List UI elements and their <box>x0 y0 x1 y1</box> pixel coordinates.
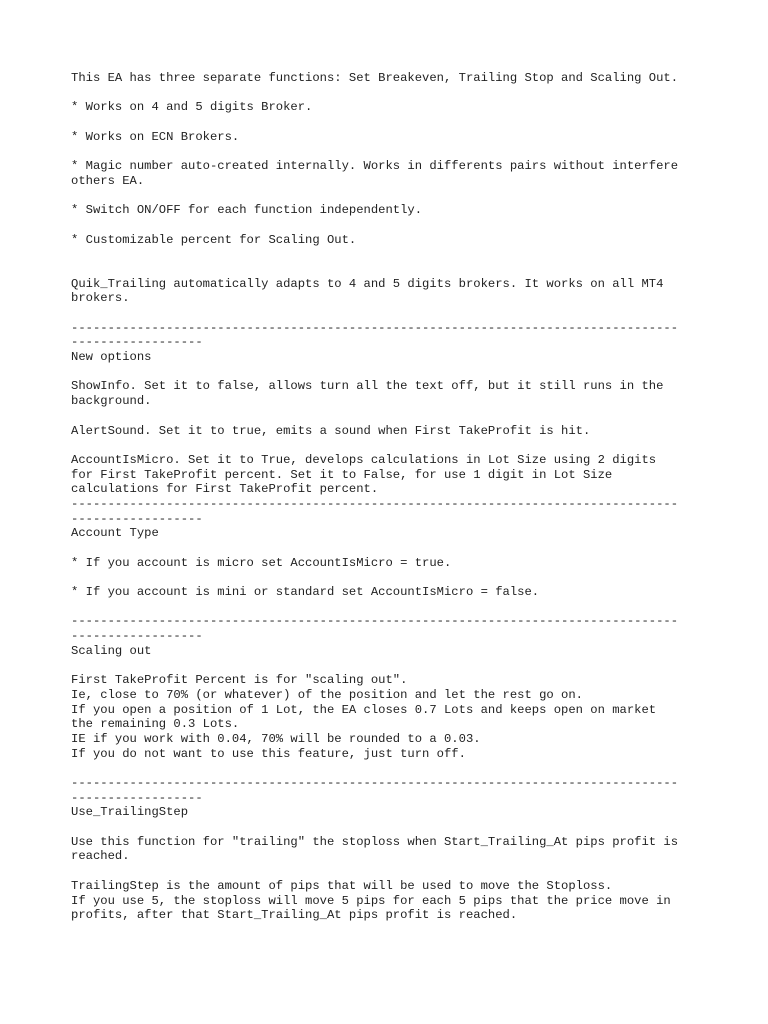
text-line: Scaling out <box>71 643 152 658</box>
text-line: * Customizable percent for Scaling Out. <box>71 232 357 247</box>
text-line: for First TakeProfit percent. Set it to False, for use 1 digit in Lot Size <box>71 467 613 482</box>
blank-line <box>71 365 721 380</box>
text-line: First TakeProfit Percent is for "scaling out". <box>71 673 408 688</box>
blank-line <box>71 438 721 453</box>
blank-line <box>71 189 721 204</box>
text-line: calculations for First TakeProfit percent. <box>71 482 379 497</box>
text-line: Account Type <box>71 526 159 541</box>
text-line: Ie, close to 70% (or whatever) of the position and let the rest go on. <box>71 687 583 702</box>
separator-line: ------------------ <box>71 629 203 644</box>
text-line: * Works on ECN Brokers. <box>71 129 240 144</box>
text-line: New options <box>71 350 152 365</box>
blank-line <box>71 820 721 835</box>
text-line: reached. <box>71 849 130 864</box>
blank-line <box>71 864 721 879</box>
blank-line <box>71 409 721 424</box>
separator-line: ------------------ <box>71 335 203 350</box>
text-line: * Switch ON/OFF for each function independently. <box>71 203 423 218</box>
separator-line: ----------------------------------------------------------------------------------- <box>71 776 679 790</box>
separator-line: ----------------------------------------------------------------------------------- <box>71 614 679 629</box>
text-line: * Magic number auto-created internally. Works in differents pairs without interfere <box>71 159 679 174</box>
text-line: Use_TrailingStep <box>71 805 189 820</box>
text-line: others EA. <box>71 173 145 188</box>
text-line: * If you account is mini or standard set AccountIsMicro = false. <box>71 585 540 600</box>
text-line: Use this function for "trailing" the stoploss when Start_Trailing_At pips profit is <box>71 834 679 849</box>
text-line: AccountIsMicro. Set it to True, develops calculations in Lot Size using 2 digits <box>71 452 657 467</box>
text-line: If you do not want to use this feature, just turn off. <box>71 746 466 761</box>
separator-line: ----------------------------------------------------------------------------------- <box>71 496 679 511</box>
blank-line <box>71 144 721 159</box>
blank-line <box>71 115 721 130</box>
blank-line <box>71 262 721 277</box>
text-line: This EA has three separate functions: Set Breakeven, Trailing Stop and Scaling Out. <box>71 71 679 85</box>
separator-line: ------------------ <box>71 790 203 805</box>
blank-line <box>71 541 721 556</box>
blank-line <box>71 247 721 262</box>
text-line: * Works on 4 and 5 digits Broker. <box>71 100 313 115</box>
blank-line <box>71 600 721 615</box>
text-line: ShowInfo. Set it to false, allows turn all the text off, but it still runs in the <box>71 379 664 394</box>
text-line: background. <box>71 394 152 409</box>
text-line: profits, after that Start_Trailing_At pips profit is reached. <box>71 908 518 923</box>
text-line: AlertSound. Set it to true, emits a sound when First TakeProfit is hit. <box>71 423 591 438</box>
text-line: If you open a position of 1 Lot, the EA closes 0.7 Lots and keeps open on market <box>71 702 657 717</box>
text-line: * If you account is micro set AccountIsMicro = true. <box>71 555 452 570</box>
blank-line <box>71 570 721 585</box>
separator-line: ----------------------------------------------------------------------------------- <box>71 320 679 335</box>
blank-line <box>71 659 721 674</box>
text-line: the remaining 0.3 Lots. <box>71 717 240 732</box>
blank-line <box>71 761 721 776</box>
text-line: TrailingStep is the amount of pips that will be used to move the Stoploss. <box>71 878 613 893</box>
document-body <box>71 71 721 923</box>
text-line: If you use 5, the stoploss will move 5 pips for each 5 pips that the price move in <box>71 893 671 908</box>
text-line: IE if you work with 0.04, 70% will be rounded to a 0.03. <box>71 731 481 746</box>
separator-line: ------------------ <box>71 511 203 526</box>
text-line: brokers. <box>71 291 130 306</box>
text-line: Quik_Trailing automatically adapts to 4 and 5 digits brokers. It works on all MT4 <box>71 276 664 291</box>
blank-line <box>71 306 721 321</box>
blank-line <box>71 218 721 233</box>
blank-line <box>71 86 721 101</box>
